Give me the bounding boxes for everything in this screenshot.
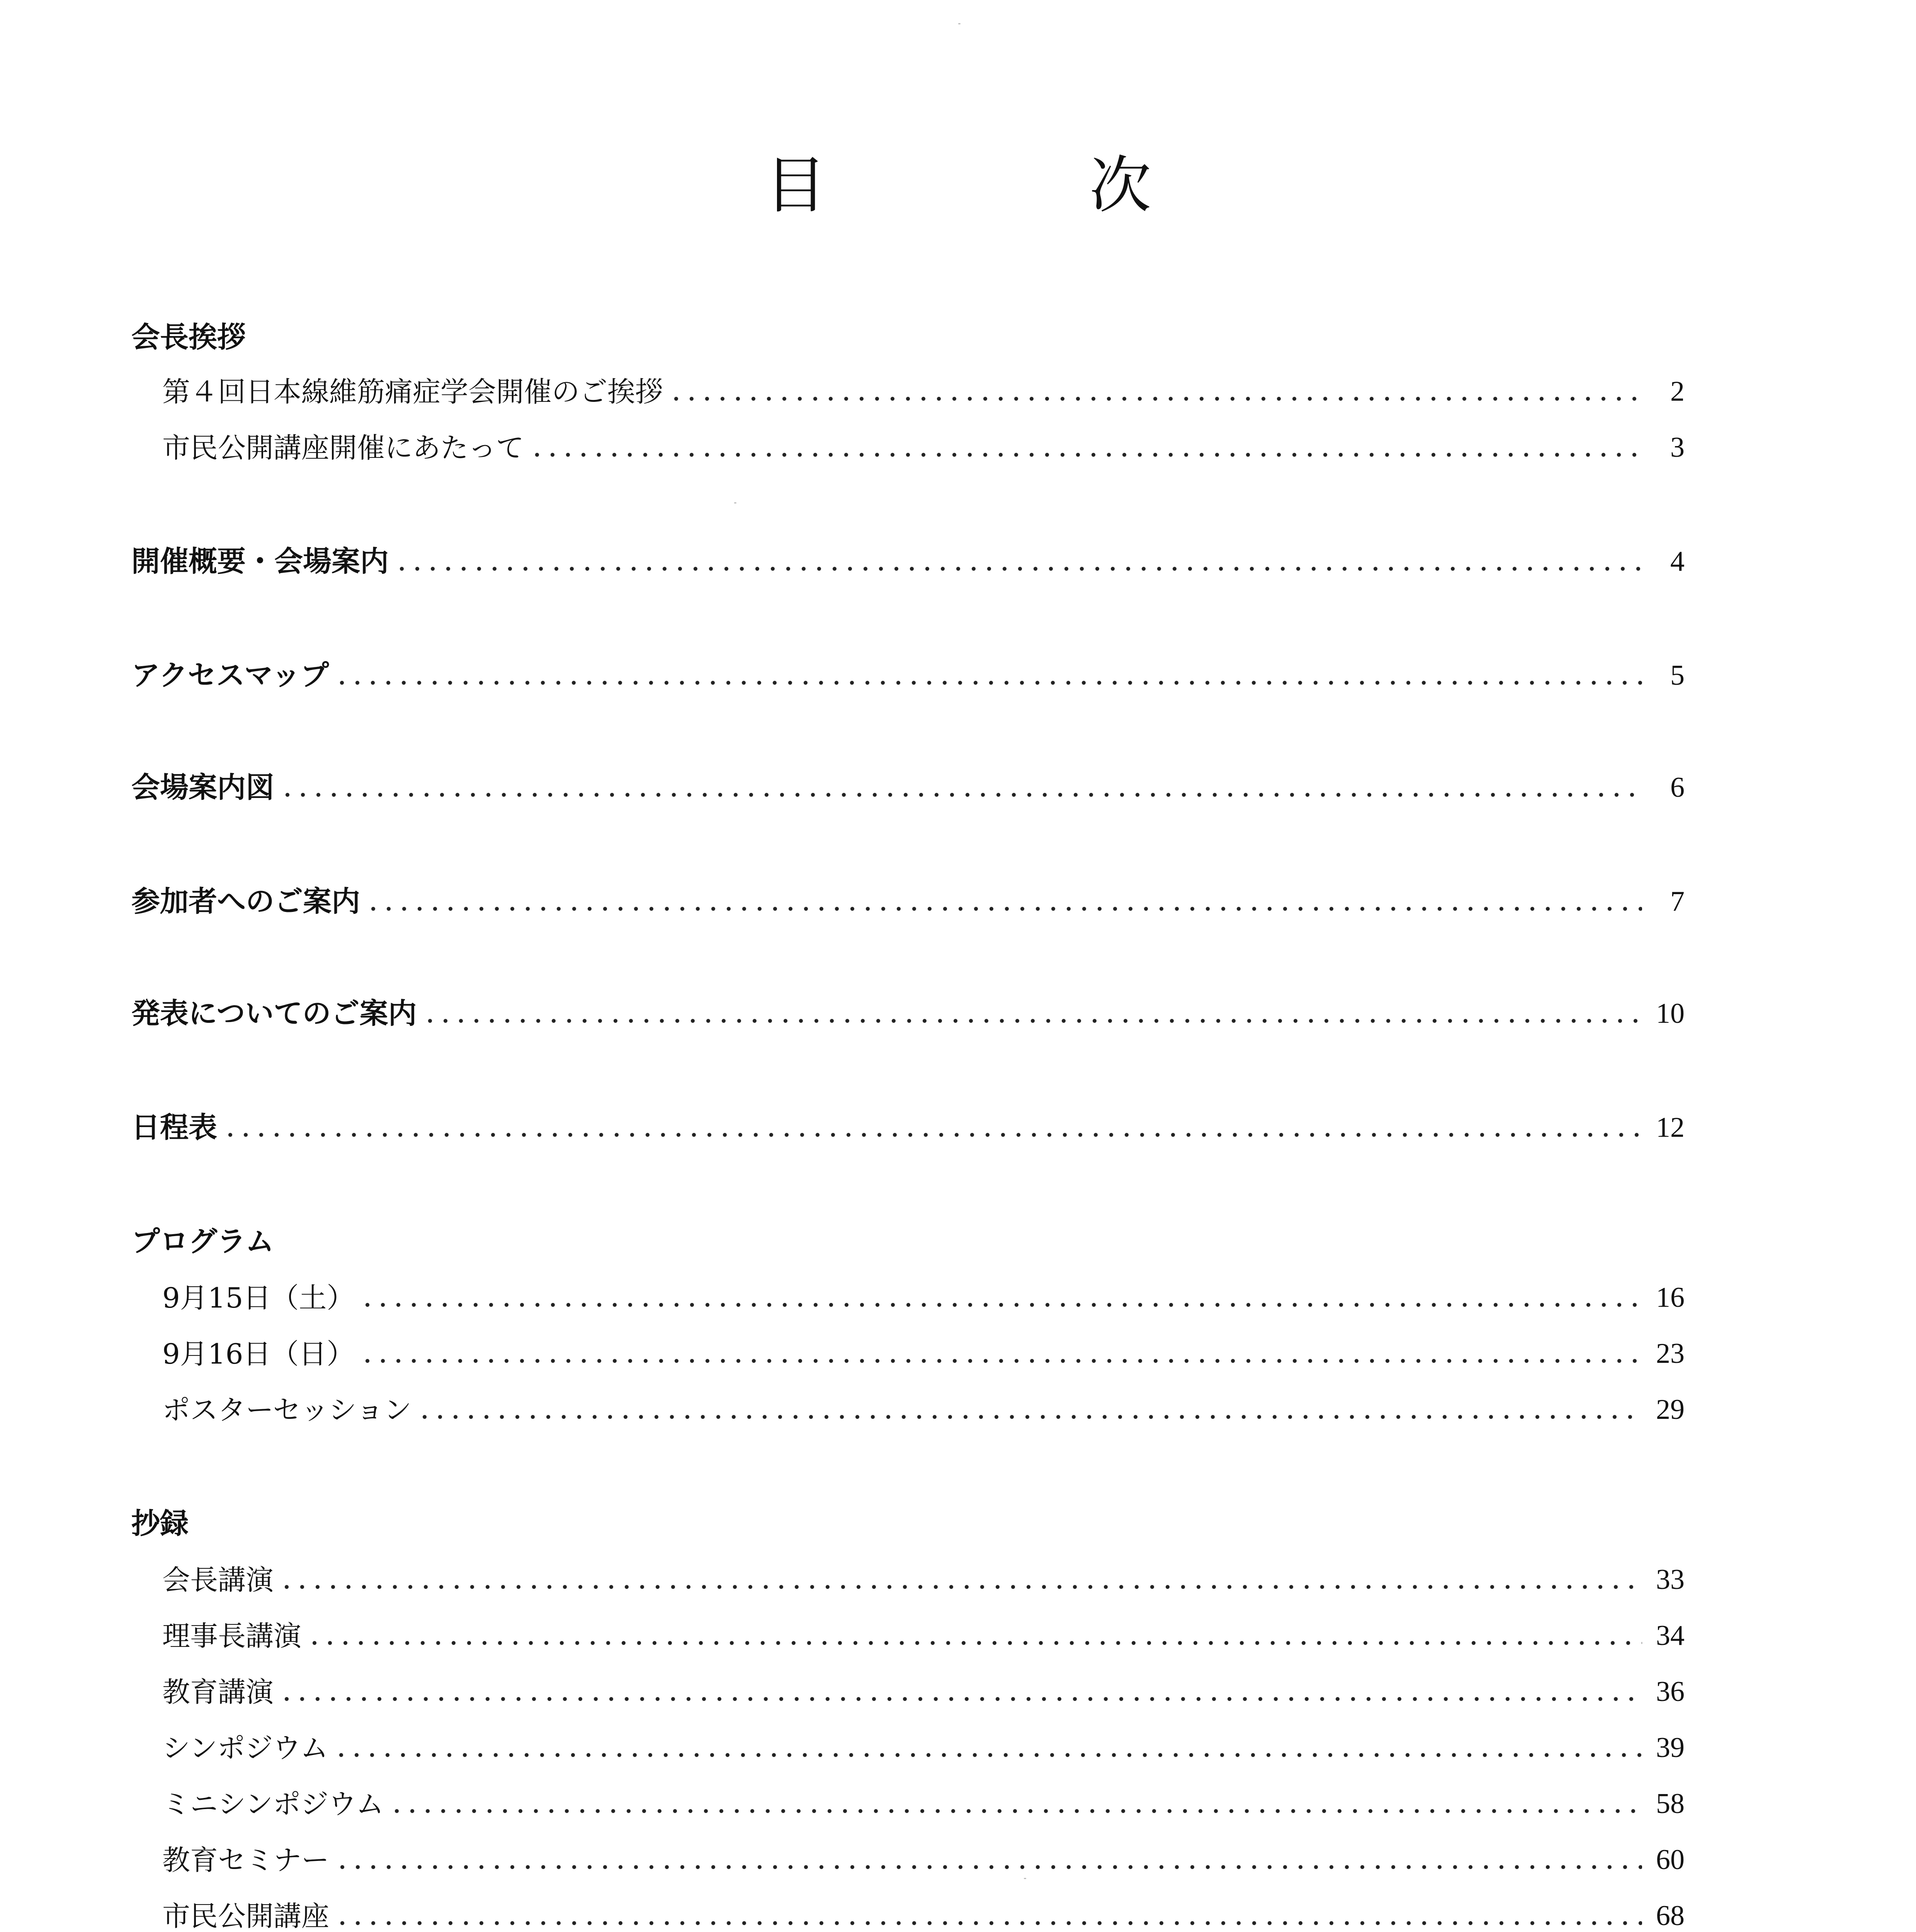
- toc-entry[interactable]: [162, 1772, 1685, 1818]
- dot-leader: [529, 452, 1642, 457]
- toc-entry-page: 2: [1670, 376, 1685, 407]
- toc-entry[interactable]: [162, 1265, 1685, 1312]
- dot-leader: [394, 566, 1642, 571]
- toc-entry-overview[interactable]: [131, 529, 1685, 576]
- toc-entry[interactable]: [162, 1660, 1685, 1706]
- page-title: 目 次: [765, 149, 1252, 221]
- toc-entry[interactable]: [162, 1716, 1685, 1762]
- toc-entry-page: 6: [1670, 772, 1685, 803]
- toc-entry-page: 3: [1670, 432, 1685, 463]
- toc-entry-label: 日程表: [131, 1111, 217, 1144]
- toc-entry-label: シンポジウム: [162, 1732, 328, 1764]
- toc-entry[interactable]: [162, 1604, 1685, 1650]
- toc-entry-page: 23: [1656, 1338, 1685, 1369]
- toc-entry-page: 12: [1656, 1112, 1685, 1143]
- dot-leader: [422, 1019, 1642, 1023]
- dot-leader: [280, 793, 1642, 797]
- toc-entry-label: 第４回日本線維筋痛症学会開催のご挨拶: [162, 376, 663, 408]
- toc-entry-label: 9月16日（日）: [162, 1338, 355, 1370]
- dot-leader: [335, 1921, 1642, 1925]
- toc-entry-label: 市民公開講座開催にあたって: [162, 432, 524, 464]
- toc-entry-label: 理事長講演: [162, 1620, 302, 1652]
- toc-entry-page: 34: [1656, 1620, 1685, 1651]
- toc-entry-label: ミニシンポジウム: [162, 1788, 384, 1820]
- toc-entry-page: 4: [1670, 546, 1685, 577]
- dot-leader: [334, 680, 1642, 685]
- toc-entry[interactable]: [162, 1548, 1685, 1594]
- toc-entry-page: 68: [1656, 1900, 1685, 1932]
- section-heading-abstracts: 抄録: [131, 1507, 189, 1540]
- toc-entry-page: 7: [1670, 886, 1685, 917]
- toc-entry-page: 33: [1656, 1564, 1685, 1595]
- dot-leader: [307, 1641, 1642, 1645]
- toc-entry[interactable]: [162, 1378, 1685, 1424]
- dot-leader: [360, 1303, 1642, 1307]
- toc-entry[interactable]: [162, 1828, 1685, 1874]
- toc-entry-access[interactable]: [131, 643, 1685, 690]
- toc-entry-schedule[interactable]: [131, 1095, 1685, 1142]
- dot-leader: [668, 396, 1642, 401]
- toc-entry-page: 10: [1656, 998, 1685, 1029]
- toc-entry-page: 58: [1656, 1788, 1685, 1820]
- toc-entry-label: 参加者へのご案内: [131, 885, 360, 918]
- dot-leader: [335, 1865, 1642, 1869]
- toc-entry-label: ポスターセッション: [162, 1394, 412, 1426]
- toc-entry-label: アクセスマップ: [131, 659, 329, 692]
- toc-entry[interactable]: [162, 1321, 1685, 1368]
- toc-entry-label: 会長講演: [162, 1564, 274, 1596]
- dot-leader: [366, 906, 1642, 911]
- dot-leader: [279, 1585, 1642, 1589]
- toc-entry-venue-map[interactable]: [131, 755, 1685, 802]
- scan-speck: [958, 23, 961, 24]
- toc-entry-page: 60: [1656, 1844, 1685, 1876]
- toc-entry-participants[interactable]: [131, 869, 1685, 916]
- dot-leader: [279, 1697, 1642, 1701]
- section-heading-greeting: 会長挨拶: [131, 321, 246, 354]
- dot-leader: [417, 1415, 1642, 1419]
- dot-leader: [389, 1809, 1642, 1813]
- toc-entry-page: 5: [1670, 660, 1685, 691]
- toc-entry-label: 市民公開講座: [162, 1900, 330, 1932]
- toc-entry-page: 16: [1656, 1282, 1685, 1313]
- scan-speck: [1024, 1878, 1026, 1879]
- dot-leader: [360, 1359, 1642, 1363]
- toc-entry-presenters[interactable]: [131, 981, 1685, 1028]
- toc-entry-label: 開催概要・会場案内: [131, 545, 389, 578]
- toc-entry-label: 会場案内図: [131, 771, 274, 804]
- toc-entry[interactable]: [162, 359, 1685, 406]
- scan-speck: [734, 502, 736, 503]
- toc-entry-label: 9月15日（土）: [162, 1282, 355, 1314]
- toc-entry-page: 29: [1656, 1394, 1685, 1425]
- section-heading-program: プログラム: [131, 1225, 274, 1258]
- toc-entry[interactable]: [162, 1884, 1685, 1930]
- toc-entry-label: 発表についてのご案内: [131, 997, 417, 1030]
- toc-entry-page: 36: [1656, 1676, 1685, 1708]
- toc-entry[interactable]: [162, 415, 1685, 462]
- dot-leader: [333, 1753, 1642, 1757]
- toc-entry-page: 39: [1656, 1732, 1685, 1764]
- toc-entry-label: 教育セミナー: [162, 1844, 330, 1876]
- toc-entry-label: 教育講演: [162, 1676, 274, 1708]
- dot-leader: [223, 1133, 1642, 1137]
